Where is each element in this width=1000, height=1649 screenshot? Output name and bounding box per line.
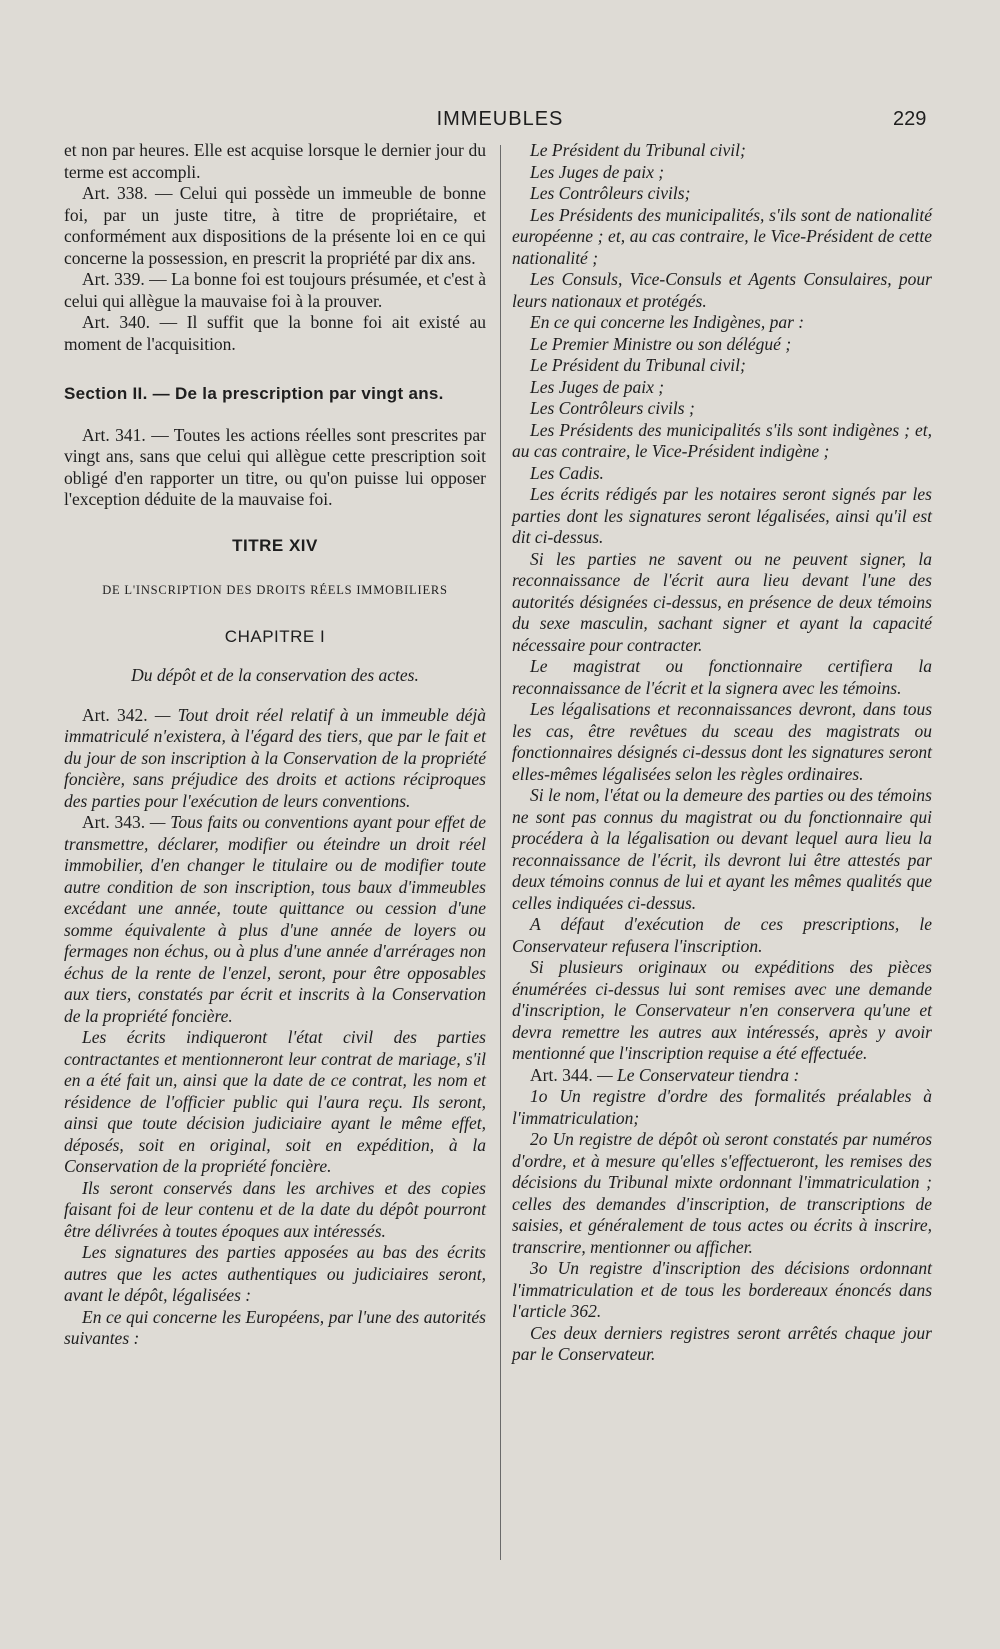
article-344 (512, 1065, 932, 1087)
paragraph: Si plusieurs originaux ou expéditions des pièces énumérées ci-dessus lui sont remises avec une demande d'inscription, le Conservateur n'en conservera qu'une et devra remettre les autres aux intéressés, après y avoir mentionné que l'inscription requise a été effectuée. (512, 957, 932, 1063)
titre-heading: TITRE XIV (232, 535, 318, 555)
paragraph: Les écrits indiqueront l'état civil des parties contractantes et mentionneront leur contrat de mariage, s'il en a été fait un, ainsi que la date de ce contrat, les nom et résidence de l'officier public qui l'aura reçu. Ils seront, ainsi que toute décision judiciaire ayant le même effet, déposés, soit en original, soit en expédition, à la Conservation de la propriété foncière. (64, 1027, 486, 1176)
list-item: Les Juges de paix ; (530, 376, 665, 397)
chapitre-subtitle: Du dépôt et de la conservation des actes. (131, 665, 419, 685)
column-divider (500, 145, 501, 1560)
article-text: — Toutes les actions réelles sont prescrites par vingt ans, sans que celui qui allègue cette prescription soit obligé d'en rapporter un titre, ou qu'on puisse lui opposer l'exception déduite de la mauvaise foi. (64, 424, 487, 509)
list-item: Les Consuls, Vice-Consuls et Agents Consulaires, pour leurs nationaux et protégés. (512, 269, 932, 311)
paragraph: Les signatures des parties apposées au bas des écrits autres que les actes authentiques ou judiciaires seront, avant le dépôt, légalisées : (64, 1242, 486, 1305)
page-number: 229 (893, 108, 927, 130)
list-item: Les Cadis. (530, 462, 604, 483)
list-item: En ce qui concerne les Indigènes, par : (530, 312, 805, 332)
left-column (64, 140, 486, 1350)
article-341 (64, 425, 486, 511)
list-item: Le Président du Tribunal civil; (530, 140, 746, 160)
paragraph: Ces deux derniers registres seront arrêtés chaque jour par le Conservateur. (512, 1322, 932, 1364)
list-item: Les Juges de paix ; (530, 161, 665, 182)
chapitre-heading: CHAPITRE I (224, 626, 326, 646)
list-item: Les Contrôleurs civils; (530, 183, 691, 203)
paragraph: Si les parties ne savent ou ne peuvent signer, la reconnaissance de l'écrit aura lieu devant l'une des autorités désignées ci-dessus, en présence de deux témoins du sexe masculin, sachant signer et ayant la capacité nécessaire pour contracter. (512, 548, 932, 655)
register-item: 3o Un registre d'inscription des décisions ordonnant l'immatriculation et de tous les bordereaux énoncés dans l'article 362. (512, 1258, 932, 1321)
article-text: — Il suffit que la bonne foi ait existé au moment de l'acquisition. (64, 312, 487, 354)
register-item: 1o Un registre d'ordre des formalités préalables à l'immatriculation; (512, 1086, 932, 1128)
paragraph: Ils seront conservés dans les archives et des copies faisant foi de leur contenu et de la date du dépôt pourront être délivrées à toutes époques aux intéressés. (64, 1177, 486, 1241)
article-number: Art. 340. (82, 312, 150, 332)
article-339 (64, 269, 486, 312)
article-number: Art. 343. (82, 812, 146, 832)
paragraph: Le magistrat ou fonctionnaire certifiera la reconnaissance de l'écrit et la signera avec les témoins. (512, 656, 932, 698)
list-item: Le Président du Tribunal civil; (530, 355, 746, 375)
paragraph: A défaut d'exécution de ces prescriptions, le Conservateur refusera l'inscription. (512, 914, 932, 956)
article-text: — Tout droit réel relatif à un immeuble déjà immatriculé n'existera, à l'égard des tiers, que par le fait et du jour de son inscription à la Conservation de la propriété foncière, sans préjudice des droits et actions réciproques des parties pour l'exécution de leurs conventions. (64, 704, 486, 811)
article-338 (64, 183, 486, 269)
article-number: Art. 342. (82, 704, 148, 725)
running-title: IMMEUBLES (436, 108, 564, 130)
list-item: Les Présidents des municipalités s'ils sont indigènes ; et, au cas contraire, le Vice-Président indigène ; (512, 419, 932, 461)
article-text: — Tous faits ou conventions ayant pour effet de transmettre, déclarer, modifier ou éteindre un droit réel immobilier, d'en changer le titulaire ou de modifier toute autre condition de son inscription, tous baux d'immeubles excédant une année, toute quittance ou cession d'une somme équivalente à plus d'une année de loyers ou fermages non échus, ou à plus d'une année d'arrérages non échus de la rente de l'enzel, seront, pour être opposables aux tiers, constatés par écrit et inscrits à la Conservation de la propriété foncière. (64, 812, 487, 1026)
article-number: Art. 344. (530, 1064, 593, 1085)
article-text: — Celui qui possède un immeuble de bonne foi, par un juste titre, à titre de propriétaire, et conformément aux dispositions de la présente loi en ce qui concerne la possession, en prescrit la propriété par dix ans. (64, 183, 487, 268)
section-heading: Section II. — De la prescription par vingt ans. (64, 384, 444, 403)
list-item: Le Premier Ministre ou son délégué ; (530, 333, 792, 354)
article-number: Art. 341. (82, 424, 146, 445)
right-column (512, 140, 932, 1366)
article-342 (64, 705, 486, 813)
paragraph: Si le nom, l'état ou la demeure des parties ou des témoins ne sont pas connus du magistrat ou du fonctionnaire qui procédera à la légalisation ou devant lequel aura lieu la reconnaissance de l'écrit, ils devront lui être attestés par deux témoins connus de lui et ayant les mêmes qualités que celles indiquées ci-dessus. (512, 785, 932, 913)
article-343 (64, 812, 486, 1027)
article-number: Art. 338. (82, 183, 148, 203)
paragraph: En ce qui concerne les Européens, par l'une des autorités suivantes : (64, 1306, 486, 1348)
list-item: Les Présidents des municipalités, s'ils sont de nationalité européenne ; et, au cas contraire, le Vice-Président de cette nationalité ; (512, 204, 932, 268)
titre-subtitle: DE L'INSCRIPTION DES DROITS RÉELS IMMOBILIERS (102, 583, 448, 597)
article-text: — Le Conservateur tiendra : (592, 1064, 800, 1085)
article-number: Art. 339. (82, 269, 145, 289)
article-text: — La bonne foi est toujours présumée, et c'est à celui qui allègue la mauvaise foi à la prouver. (64, 269, 487, 311)
paragraph: et non par heures. Elle est acquise lorsque le dernier jour du terme est accompli. (64, 140, 486, 182)
register-item: 2o Un registre de dépôt où seront constatés par numéros d'ordre, et à mesure qu'elles s'effectueront, les remises des décisions du Tribunal mixte ordonnant l'immatriculation ; celles des demandes d'inscription, de transcriptions de saisies, et généralement de tous actes ou écrits à inscrire, transcrire, mentionner ou afficher. (512, 1129, 932, 1257)
list-item: Les Contrôleurs civils ; (530, 398, 695, 418)
paragraph: Les écrits rédigés par les notaires seront signés par les parties dont les signatures seront légalisées, ainsi qu'il est dit ci-dessus. (512, 484, 932, 547)
article-340 (64, 312, 486, 355)
paragraph: Les légalisations et reconnaissances devront, dans tous les cas, être revêtues du sceau des magistrats ou fonctionnaires désignés ci-dessus dont les signatures seront elles-mêmes légalisées selon les règles ordinaires. (512, 699, 932, 784)
